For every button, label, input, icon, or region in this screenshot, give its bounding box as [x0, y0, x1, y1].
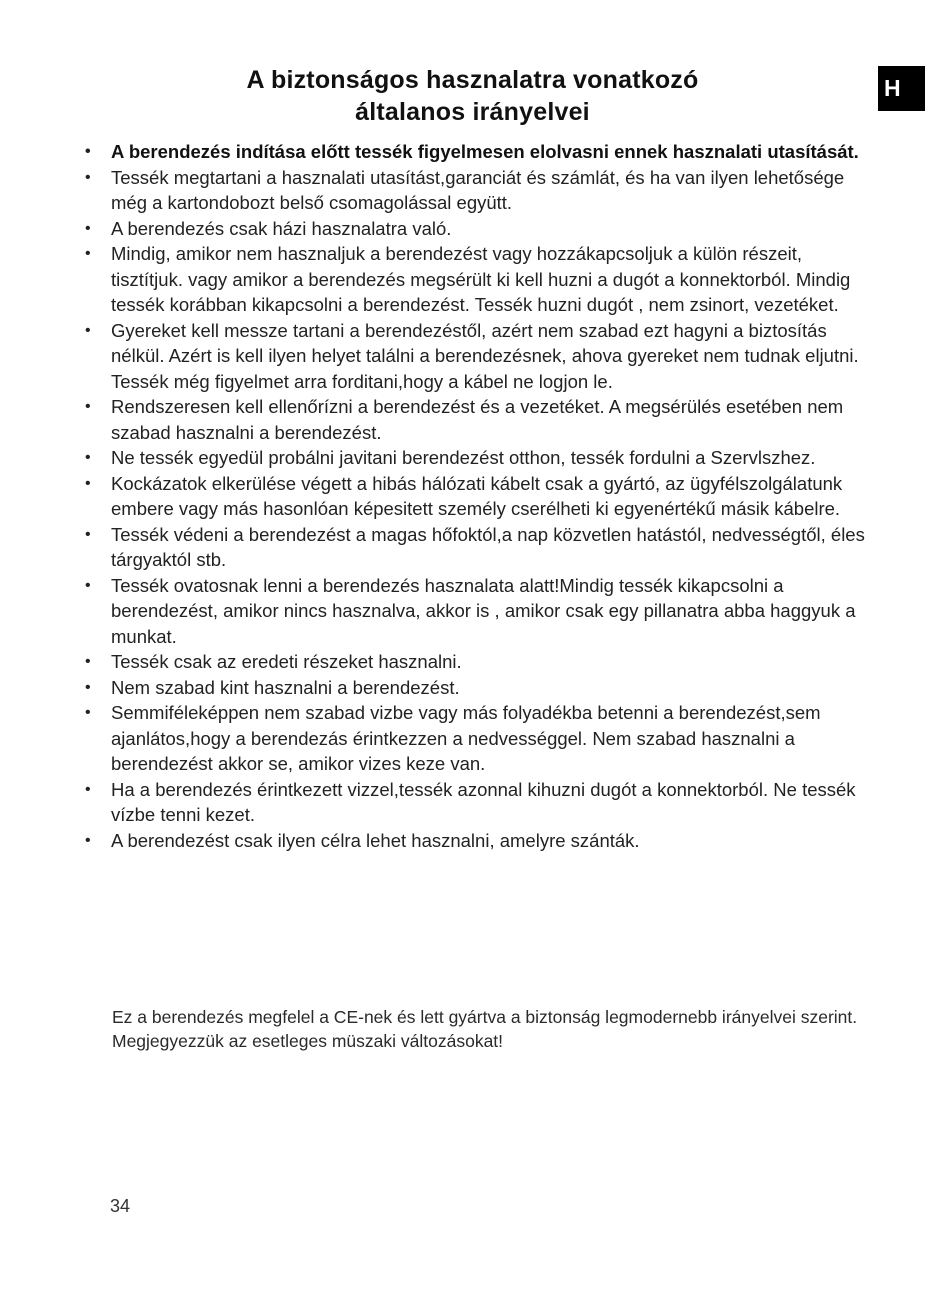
list-item: [84, 522, 874, 573]
page-number: 34: [110, 1196, 131, 1216]
bullet-icon: •: [85, 780, 91, 798]
bullet-icon: •: [85, 143, 91, 160]
list-item: [84, 139, 874, 165]
list-item: [84, 165, 874, 216]
safety-guidelines-list: [84, 139, 874, 853]
list-item: [84, 445, 874, 471]
list-item: [84, 394, 874, 445]
page-title: [0, 64, 930, 128]
list-item-text: Tessék védeni a berendezést a magas hőfoktól,a nap közvetlen hatástól, nedvességtől, éles tárgyaktól stb.: [111, 523, 865, 570]
compliance-note: [112, 1005, 902, 1053]
bullet-icon: •: [85, 576, 91, 594]
list-item-text: Mindig, amikor nem hasznaljuk a berendezést vagy hozzákapcsoljuk a külön részeit, tisztítjuk. vagy amikor a berendezés megsérült ki kell huzni a dugót a konnektorból. Mindig tessék korábban kikapcsolni a berendezést. Tessék huzni dugót , nem zsinort, vezetéket.: [111, 243, 851, 315]
page-title-line1: A biztonságos hasznalatra vonatkozó: [246, 66, 699, 94]
list-item-text: A berendezést csak ilyen célra lehet hasznalni, amelyre szánták.: [111, 829, 640, 851]
list-item: [84, 828, 874, 854]
list-item-text: Ne tessék egyedül probálni javitani berendezést otthon, tessék fordulni a Szervlszhez.: [111, 447, 816, 468]
bullet-icon: •: [85, 168, 91, 186]
list-item-text: Tessék ovatosnak lenni a berendezés hasznalata alatt!Mindig tessék kikapcsolni a berendezést, amikor nincs hasznalva, akkor is , amikor csak egy pillanatra abba haggyuk a munkat.: [111, 574, 856, 647]
list-item: [84, 318, 874, 395]
list-item-text: Tessék csak az eredeti részeket hasznalni.: [111, 651, 462, 672]
list-item: [84, 675, 874, 701]
bullet-icon: •: [85, 653, 91, 670]
bullet-icon: •: [85, 831, 91, 849]
ce-compliance-text: Ez a berendezés megfelel a CE-nek és lett gyártva a biztonság legmodernebb irányelvei szerint.: [112, 1007, 858, 1027]
list-item: [84, 649, 874, 675]
list-item-text: Kockázatok elkerülése végett a hibás hálózati kábelt csak a gyártó, az ügyfélszolgálatunk embere vagy más hasonlóan képesitett személy cserélheti ki egyenértékű másik kábelre.: [111, 472, 843, 519]
list-item-text: A berendezés indítása előtt tessék figyelmesen elolvasni ennek hasznalati utasítását.: [111, 141, 859, 162]
bullet-icon: •: [85, 219, 91, 237]
list-item: [84, 573, 874, 650]
list-item: [84, 216, 874, 242]
bullet-icon: •: [85, 321, 91, 339]
bullet-icon: •: [85, 245, 91, 262]
bullet-icon: •: [85, 474, 91, 492]
list-item: [84, 241, 874, 318]
list-item-text: Ha a berendezés érintkezett vizzel,tessék azonnal kihuzni dugót a konnektorból. Ne tessék vízbe tenni kezet.: [111, 778, 856, 825]
bullet-icon: •: [85, 678, 91, 696]
list-item-text: Tessék megtartani a hasznalati utasítást,garanciát és számlát, és ha van ilyen lehetősége még a kartondobozt belső csomagolással együtt.: [111, 166, 845, 213]
list-item-text: Gyereket kell messze tartani a berendezéstől, azért nem szabad ezt hagyni a biztosítás nélkül. Azért is kell ilyen helyet találni a berendezésnek, ahova gyereket nem tudnak eljutni. Tessék még figyelmet arra forditani,hogy a kábel ne logjon le.: [111, 319, 859, 392]
list-item-text: Nem szabad kint hasznalni a berendezést.: [111, 676, 460, 698]
bullet-icon: •: [85, 704, 91, 721]
bullet-icon: •: [85, 398, 91, 415]
technical-changes-note: Megjegyezzük az esetleges müszaki változásokat!: [112, 1031, 504, 1051]
bullet-icon: •: [85, 449, 91, 466]
list-item: [84, 700, 874, 777]
page-title-line2: általanos irányelvei: [355, 98, 590, 126]
language-tab: [878, 66, 925, 111]
language-tab-label: H: [884, 75, 901, 101]
list-item: [84, 471, 874, 522]
bullet-icon: •: [85, 525, 91, 543]
list-item: [84, 777, 874, 828]
list-item-text: A berendezés csak házi hasznalatra való.: [111, 217, 452, 239]
list-item-text: Rendszeresen kell ellenőrízni a berendezést és a vezetéket. A megsérülés esetében nem szabad hasznalni a berendezést.: [111, 396, 844, 443]
list-item-text: Semmiféleképpen nem szabad vizbe vagy más folyadékba betenni a berendezést,sem ajanlátos,hogy a berendezás érintkezzen a nedvességgel. Nem szabad hasznalni a berendezést akkor se, amikor vizes keze van.: [111, 702, 821, 774]
